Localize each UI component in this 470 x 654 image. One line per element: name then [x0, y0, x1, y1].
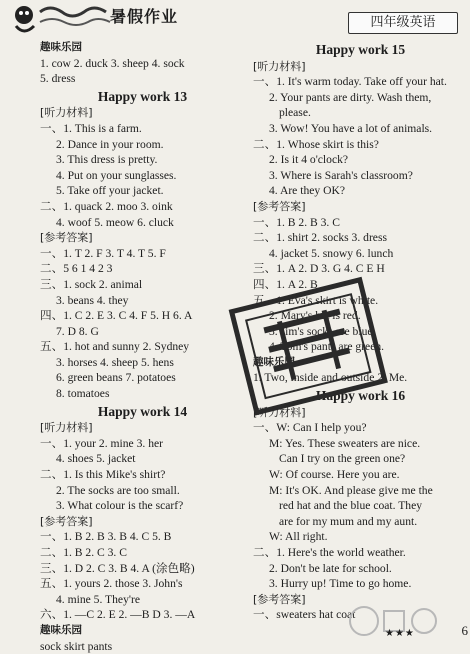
section-heading: Happy work 16: [315, 388, 406, 404]
text-line: 4. Put on your sunglasses.: [56, 168, 177, 182]
text-line: 二、1. Whose skirt is this?: [253, 137, 379, 151]
text-line: 4. Are they OK?: [269, 184, 345, 198]
text-line: are for my mum and my aunt.: [279, 514, 418, 528]
text-line: 一、1. T 2. F 3. T 4. T 5. F: [40, 246, 166, 260]
section-tag: [听力材料]: [40, 106, 93, 120]
section-tag: [参考答案]: [253, 592, 306, 606]
text-line: 一、1. B 2. B 3. C: [253, 215, 340, 229]
section-heading: Happy work 15: [315, 42, 406, 57]
text-line: 二、1. quack 2. moo 3. oink: [40, 199, 173, 213]
text-line: 5. dress: [40, 72, 76, 86]
text-line: 3. What colour is the scarf?: [56, 499, 184, 513]
section-tag: [听力材料]: [40, 421, 93, 435]
page-header: [0, 0, 470, 36]
fun-label: 趣味乐园: [40, 623, 82, 636]
section-tag: [听力材料]: [253, 405, 306, 419]
section-tag: [参考答案]: [40, 514, 93, 528]
text-line: 一、1. B 2. B 3. B 4. C 5. B: [40, 530, 172, 544]
text-line: 二、1. Here's the world weather.: [253, 546, 406, 559]
text-line: 一、1. your 2. mine 3. her: [40, 436, 164, 450]
text-line: red hat and the blue coat. They: [279, 499, 423, 513]
text-line: W: All right.: [269, 530, 328, 544]
text-line: 二、1. shirt 2. socks 3. dress: [253, 231, 387, 245]
section-tag: [听力材料]: [253, 59, 306, 73]
text-line: W: Of course. Here you are.: [269, 468, 400, 482]
text-line: 2. Is it 4 o'clock?: [269, 153, 349, 167]
fun-label: 趣味乐园: [40, 41, 82, 53]
text-line: 2. Dance in your room.: [56, 137, 164, 151]
section-heading: Happy work 14: [97, 403, 188, 419]
page-number: 6: [461, 623, 468, 638]
page-title: 暑假作业: [110, 7, 179, 26]
text-line: 1. Two, inside and outside 2. Me.: [253, 371, 408, 385]
text-line: 二、1. Is this Mike's shirt?: [40, 468, 166, 482]
text-line: 5. Take off your jacket.: [56, 184, 164, 198]
text-line: 7. D 8. G: [56, 324, 99, 338]
grade-badge: 四年级英语: [348, 12, 458, 34]
text-line: 二、5 6 1 4 2 3: [40, 262, 113, 276]
text-line: 六、1. —C 2. E 2. —B D 3. —A: [40, 608, 196, 622]
decorative-stars: ★★★: [385, 628, 415, 639]
fun-label: 趣味乐园: [253, 355, 295, 368]
text-line: 8. tomatoes: [56, 387, 110, 401]
text-line: 2. Mary's hat is red.: [269, 309, 361, 323]
section-heading: Happy work 13: [97, 88, 188, 104]
text-line: 4. Tom's pants are green.: [269, 340, 385, 354]
text-line: 3. horses 4. sheep 5. hens: [56, 355, 174, 369]
text-line: 4. mine 5. They're: [56, 592, 140, 606]
answer-stamp-icon: [214, 270, 404, 420]
text-line: Can I try on the green one?: [279, 452, 406, 466]
text-line: 五、1. hot and sunny 2. Sydney: [40, 340, 190, 354]
text-line: 1. cow 2. duck 3. sheep 4. sock: [40, 56, 185, 70]
text-line: 四、1. A 2. B: [253, 277, 318, 291]
section-tag: [参考答案]: [253, 199, 306, 213]
text-line: 4. shoes 5. jacket: [56, 452, 136, 466]
text-line: 6. green beans 7. potatoes: [56, 371, 176, 385]
text-line: sock skirt pants: [40, 639, 113, 653]
text-line: 一、sweaters hat coat: [253, 608, 356, 622]
text-line: 五、1. yours 2. those 3. John's: [40, 577, 183, 591]
text-line: 三、1. D 2. C 3. B 4. A (涂色略): [40, 561, 195, 575]
text-line: 3. Jim's socks are blue.: [269, 324, 376, 338]
text-line: 三、1. A 2. D 3. G 4. C E H: [253, 262, 385, 276]
text-line: 2. The socks are too small.: [56, 483, 180, 497]
section-tag: [参考答案]: [40, 231, 93, 245]
text-line: 4. jacket 5. snowy 6. lunch: [269, 246, 394, 260]
text-line: 3. Where is Sarah's classroom?: [269, 168, 413, 182]
text-line: 3. This dress is pretty.: [56, 153, 158, 167]
text-line: 一、W: Can I help you?: [253, 421, 367, 435]
text-line: 2. Your pants are dirty. Wash them,: [269, 90, 432, 104]
text-line: 四、1. C 2. E 3. C 4. F 5. H 6. A: [40, 309, 193, 323]
text-line: M: Yes. These sweaters are nice.: [269, 436, 421, 450]
text-line: 二、1. B 2. C 3. C: [40, 546, 127, 559]
text-line: 一、1. It's warm today. Take off your hat.: [253, 75, 447, 89]
text-line: 4. woof 5. meow 6. cluck: [56, 215, 174, 229]
text-line: 3. beans 4. they: [56, 293, 129, 307]
text-line: 3. Hurry up! Time to go home.: [269, 577, 412, 591]
text-line: please.: [279, 106, 311, 120]
text-line: 2. Don't be late for school.: [269, 561, 392, 575]
text-line: 3. Wow! You have a lot of animals.: [269, 121, 433, 135]
text-line: 一、1. This is a farm.: [40, 121, 142, 135]
text-line: M: It's OK. And please give me the: [269, 483, 433, 497]
text-line: 三、1. sock 2. animal: [40, 277, 143, 291]
text-line: 五、1. Eva's skirt is white.: [253, 293, 379, 307]
